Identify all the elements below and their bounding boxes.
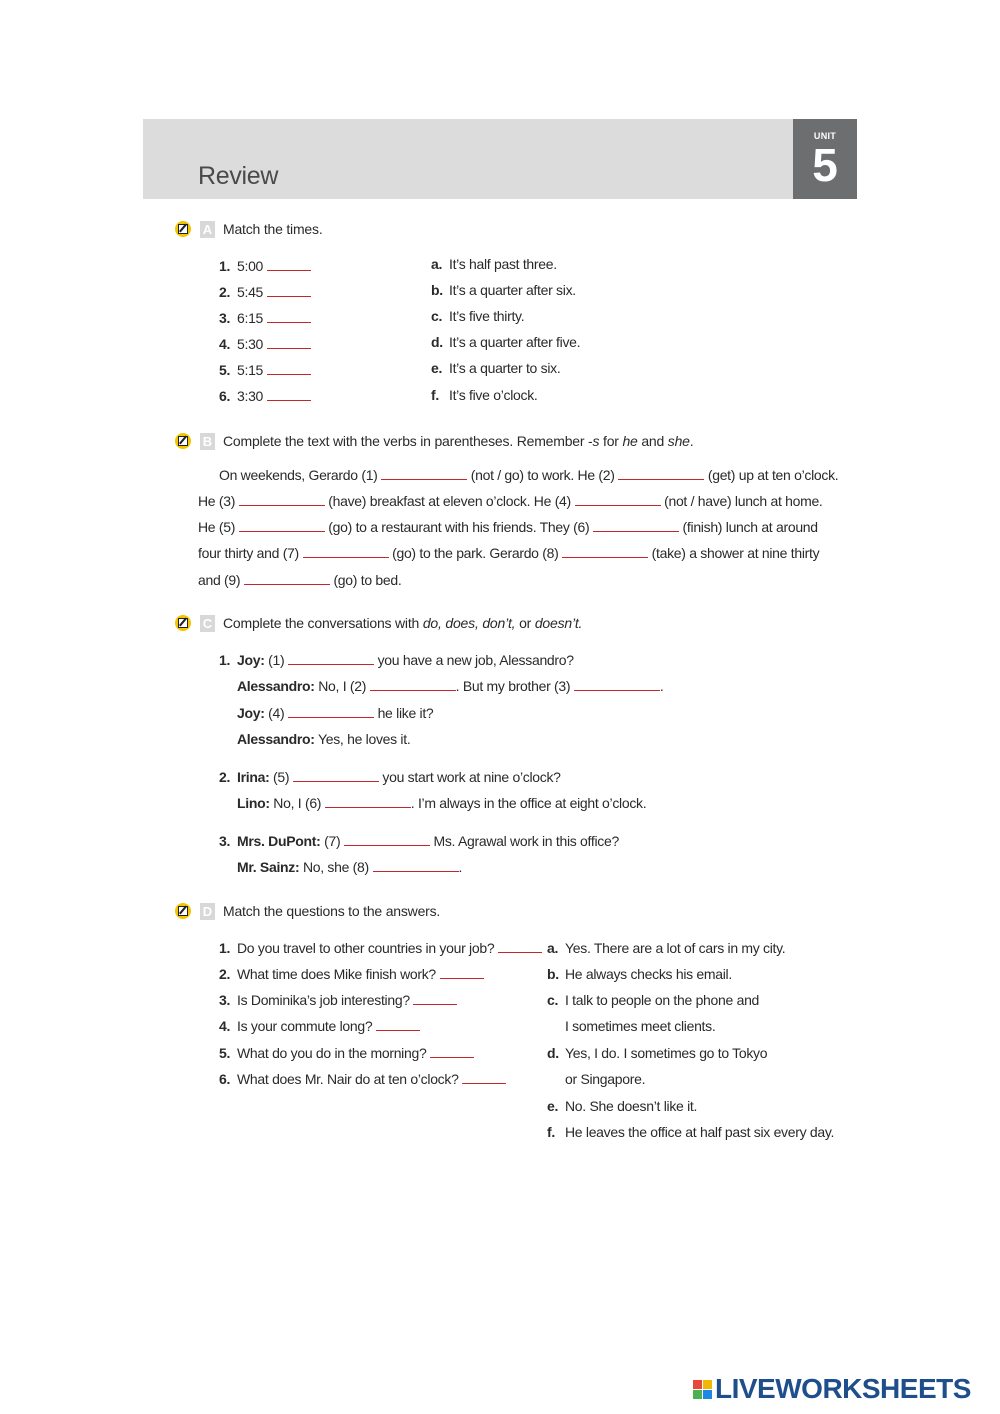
section-letter: D [200,903,215,920]
text-fragment: you start work at nine o’clock? [378,769,561,785]
answer-option [547,966,732,982]
item-number: 6. [219,388,231,404]
answer-blank[interactable] [574,679,660,691]
answer-blank[interactable] [381,468,467,480]
section-letter: C [200,615,215,632]
answer-blank[interactable] [562,546,648,558]
text-fragment: Yes, he loves it. [314,731,411,747]
pencil-icon [175,221,191,237]
answer-blank[interactable] [344,834,430,846]
instruction-em: do, does, don’t, [422,615,516,631]
option-letter: c. [431,308,443,324]
pencil-icon [175,615,191,631]
answer-option [547,1098,697,1114]
conversation-line [237,678,663,694]
text-fragment: (4) [264,705,288,721]
option-text: or Singapore. [565,1071,646,1087]
logo-text: LIVEWORKSHEETS [715,1373,971,1404]
item-number: 3. [219,310,231,326]
answer-blank[interactable] [370,679,456,691]
speaker-name: Irina: [237,769,270,785]
item-number: 5. [219,1045,231,1061]
text-fragment: Ms. Agrawal work in this office? [429,833,619,849]
section-instruction [223,615,582,631]
option-text: No. She doesn’t like it. [565,1098,698,1114]
text-fragment: you have a new job, Alessandro? [373,652,574,668]
text-fragment: (not / go) to work. He (2) [467,467,619,483]
item-number: 3. [219,992,231,1008]
option-letter: b. [547,966,559,982]
list-item [219,284,311,300]
option-text: Yes, I do. I sometimes go to Tokyo [565,1045,768,1061]
item-number: 6. [219,1071,231,1087]
section-b-heading [175,430,693,452]
paragraph-line [198,572,401,588]
conversation-line [237,731,410,747]
text-fragment: . But my brother (3) [455,678,574,694]
answer-option [431,308,524,324]
answer-blank[interactable] [440,967,484,979]
item-text: 5:30 [237,336,264,352]
text-fragment: (get) up at ten o’clock. [704,467,839,483]
question-text: What time does Mike finish work? [237,966,436,982]
text-fragment: he like it? [373,705,434,721]
item-text: 6:15 [237,310,264,326]
option-letter: f. [547,1124,555,1140]
question-text: Is Dominika’s job interesting? [237,992,410,1008]
answer-option [431,256,557,272]
conversation-line [237,859,462,875]
text-fragment: (have) breakfast at eleven o’clock. He (4) [324,493,575,509]
logo-icon [693,1380,712,1399]
conversation-line [237,705,433,721]
text-fragment: (1) [264,652,288,668]
answer-blank[interactable] [267,285,311,297]
item-number: 2. [219,769,231,785]
question-item [219,940,542,956]
text-fragment: four thirty and (7) [198,545,303,561]
option-letter: e. [431,360,443,376]
logo-square [693,1390,702,1399]
text-fragment: and (9) [198,572,244,588]
list-item [219,388,311,404]
instruction-em: doesn’t. [534,615,583,631]
speaker-name: Alessandro: [237,678,315,694]
text-fragment: (go) to the park. Gerardo (8) [388,545,563,561]
speaker-name: Lino: [237,795,270,811]
option-text: It’s a quarter to six. [449,360,561,376]
option-text: It’s a quarter after five. [449,334,581,350]
answer-option [547,992,759,1008]
text-fragment: He (5) [198,519,239,535]
item-text: 3:30 [237,388,264,404]
answer-blank[interactable] [267,259,311,271]
text-fragment: He (3) [198,493,239,509]
paragraph-line [198,519,818,535]
question-text: What do you do in the morning? [237,1045,427,1061]
paragraph-line [198,493,823,509]
text-fragment: . [458,859,463,875]
answer-blank[interactable] [267,389,311,401]
text-fragment: (5) [269,769,293,785]
question-item [219,992,457,1008]
instruction-em: he [622,433,638,449]
item-number: 2. [219,284,231,300]
answer-option [547,1124,834,1140]
option-letter: b. [431,282,443,298]
conversation-line [219,833,619,849]
question-item [219,1071,506,1087]
option-letter: c. [547,992,559,1008]
answer-blank[interactable] [575,494,661,506]
instruction-text: or [515,615,535,631]
page-title: Review [198,162,279,190]
question-text: Is your commute long? [237,1018,373,1034]
option-text: It’s five thirty. [449,308,525,324]
section-letter: A [200,221,215,238]
section-instruction: Match the times. [223,221,323,237]
text-fragment: . I’m always in the office at eight o’clock. [410,795,647,811]
question-item [219,1045,474,1061]
answer-blank[interactable] [303,546,389,558]
text-fragment: (go) to bed. [329,572,402,588]
speaker-name: Mrs. DuPont: [237,833,321,849]
item-number: 3. [219,833,231,849]
answer-blank[interactable] [267,337,311,349]
text-fragment: No, I (6) [269,795,325,811]
answer-blank[interactable] [413,993,457,1005]
option-letter: f. [431,387,439,403]
instruction-text: and [637,433,668,449]
logo-square [693,1380,702,1389]
pencil-icon [175,433,191,449]
list-item [219,258,311,274]
item-number: 5. [219,362,231,378]
question-text: Do you travel to other countries in your job? [237,940,495,956]
option-letter: d. [547,1045,559,1061]
unit-badge [793,119,857,199]
speaker-name: Joy: [237,705,265,721]
unit-label: UNIT [813,131,837,141]
logo-square [703,1380,712,1389]
option-text: It’s five o’clock. [449,387,538,403]
conversation-line [219,652,574,668]
instruction-text: for [599,433,623,449]
conversation-line [237,795,646,811]
answer-blank[interactable] [244,573,330,585]
answer-blank[interactable] [267,363,311,375]
paragraph-line [219,467,838,483]
answer-blank[interactable] [376,1019,420,1031]
liveworksheets-logo [693,1374,971,1404]
section-a-heading [175,218,323,240]
text-fragment: (take) a shower at nine thirty [648,545,820,561]
text-fragment: (7) [320,833,344,849]
list-item [219,336,311,352]
answer-blank[interactable] [593,520,679,532]
option-text: It’s half past three. [449,256,557,272]
option-text: It’s a quarter after six. [449,282,576,298]
item-number: 2. [219,966,231,982]
answer-option [547,940,785,956]
list-item [219,310,311,326]
answer-blank[interactable] [288,706,374,718]
text-fragment: No, she (8) [299,859,373,875]
text-fragment: (finish) lunch at around [678,519,818,535]
answer-option [431,387,538,403]
section-letter: B [200,433,215,450]
item-number: 1. [219,258,231,274]
instruction-text: Complete the text with the verbs in parentheses. Remember - [223,433,593,449]
item-text: 5:45 [237,284,264,300]
answer-blank[interactable] [462,1072,506,1084]
pencil-icon [175,903,191,919]
item-number: 4. [219,1018,231,1034]
answer-option [431,334,580,350]
answer-blank[interactable] [618,468,704,480]
answer-blank[interactable] [293,770,379,782]
answer-blank[interactable] [239,494,325,506]
option-text: Yes. There are a lot of cars in my city. [565,940,786,956]
item-text: 5:00 [237,258,264,274]
answer-option [547,1045,767,1061]
instruction-text: . [689,433,694,449]
answer-blank[interactable] [373,860,459,872]
question-item [219,966,484,982]
logo-square [703,1390,712,1399]
paragraph-line [198,545,819,561]
answer-blank[interactable] [325,796,411,808]
item-number: 1. [219,652,231,668]
option-text: I sometimes meet clients. [565,1018,716,1034]
text-fragment: No, I (2) [314,678,370,694]
instruction-text: Complete the conversations with [223,615,423,631]
speaker-name: Mr. Sainz: [237,859,300,875]
question-item [219,1018,420,1034]
option-letter: a. [547,940,559,956]
section-instruction: Match the questions to the answers. [223,903,441,919]
question-text: What does Mr. Nair do at ten o’clock? [237,1071,459,1087]
section-d-heading [175,900,440,922]
answer-blank[interactable] [288,653,374,665]
answer-blank[interactable] [239,520,325,532]
speaker-name: Joy: [237,652,265,668]
speaker-name: Alessandro: [237,731,315,747]
item-text: 5:15 [237,362,264,378]
text-fragment: On weekends, Gerardo (1) [219,467,382,483]
answer-option [547,1018,715,1034]
unit-number: 5 [812,139,838,191]
option-letter: a. [431,256,443,272]
item-number: 4. [219,336,231,352]
text-fragment: (not / have) lunch at home. [660,493,823,509]
answer-option [547,1071,645,1087]
option-text: I talk to people on the phone and [565,992,760,1008]
option-letter: e. [547,1098,559,1114]
option-text: He always checks his email. [565,966,732,982]
text-fragment: (go) to a restaurant with his friends. They (6) [324,519,593,535]
list-item [219,362,311,378]
instruction-em: s [592,433,600,449]
text-fragment: . [659,678,664,694]
answer-blank[interactable] [430,1046,474,1058]
instruction-em: she [667,433,690,449]
answer-option [431,282,576,298]
conversation-line [219,769,561,785]
section-instruction [223,433,693,449]
section-c-heading [175,612,582,634]
item-number: 1. [219,940,231,956]
answer-blank[interactable] [498,941,542,953]
option-text: He leaves the office at half past six every day. [565,1124,835,1140]
answer-blank[interactable] [267,311,311,323]
answer-option [431,360,560,376]
option-letter: d. [431,334,443,350]
